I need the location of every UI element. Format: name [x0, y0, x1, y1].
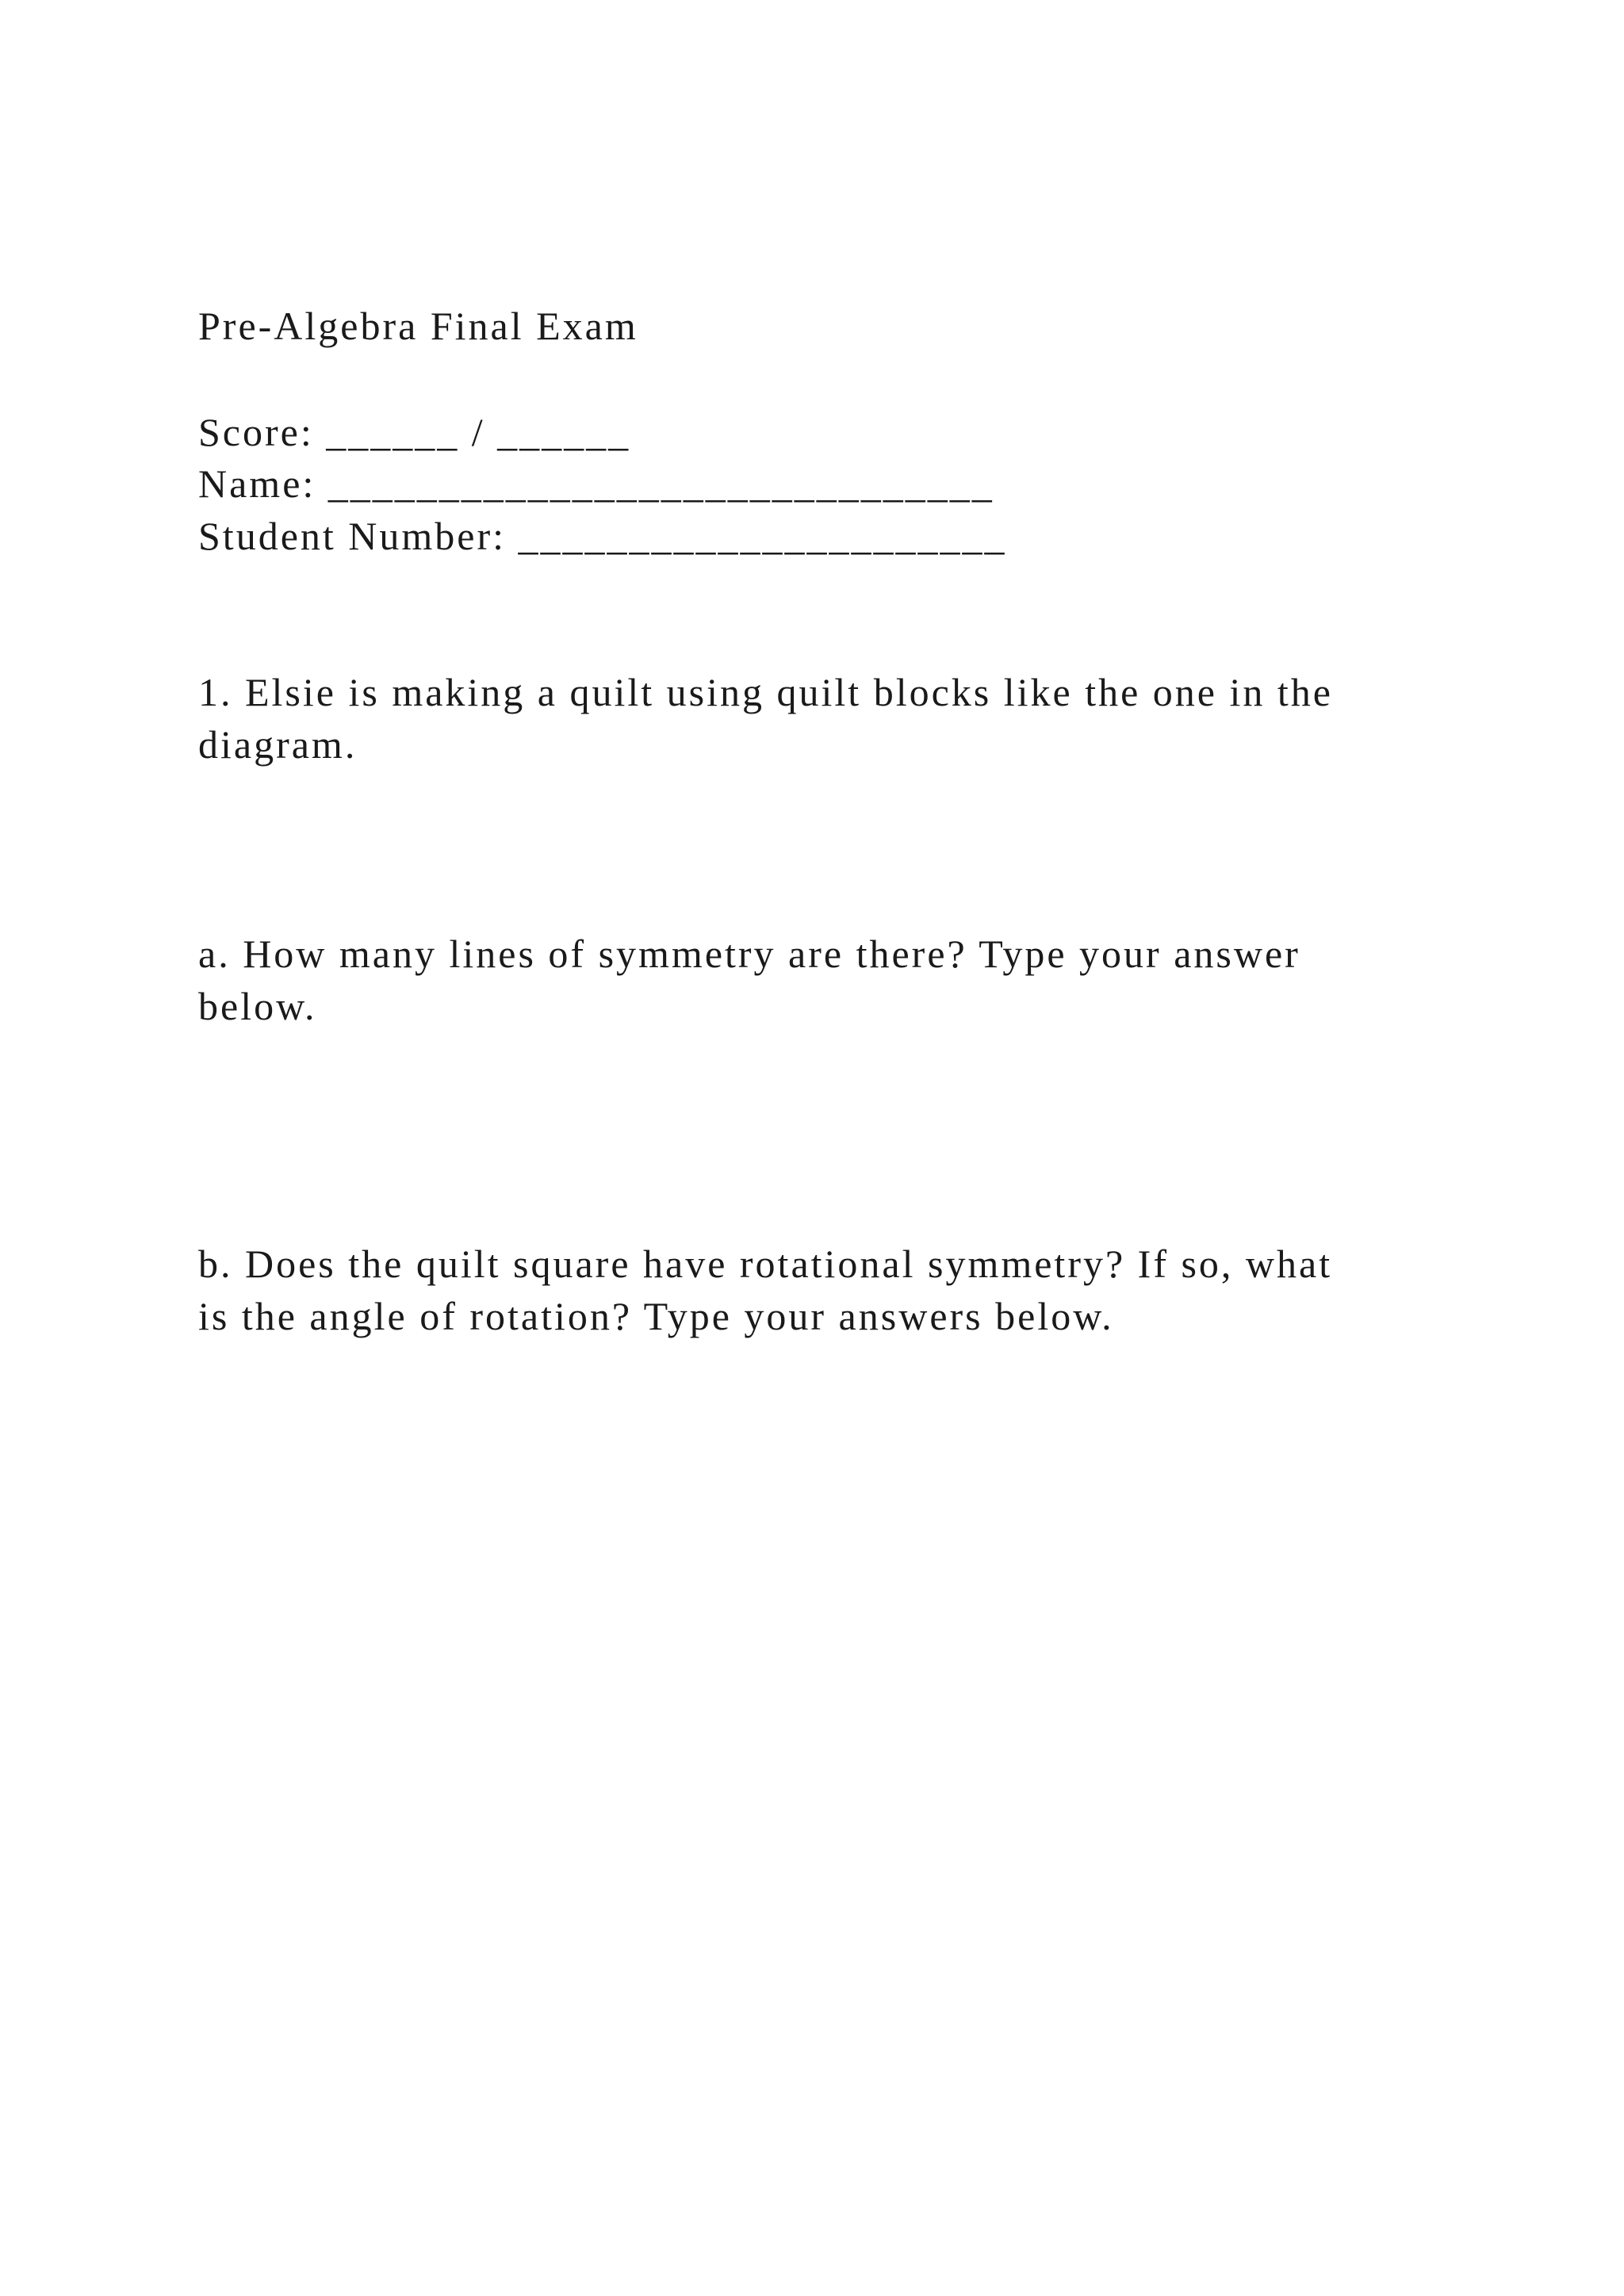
question-1-text-line-2: diagram. — [198, 722, 358, 767]
score-field: Score: ______ / ______ — [198, 410, 631, 454]
student-number-field: Student Number: ______________________ — [198, 514, 1007, 558]
part-a-text-line-2: below. — [198, 984, 317, 1028]
question-1-text-line-1: 1. Elsie is making a quilt using quilt blocks like the one in the — [198, 670, 1333, 714]
document-title: Pre-Algebra Final Exam — [198, 304, 638, 348]
part-a-text-line-1: a. How many lines of symmetry are there? Type your answer — [198, 932, 1300, 976]
part-b-text-line-2: is the angle of rotation? Type your answers below. — [198, 1294, 1114, 1338]
name-field: Name: ______________________________ — [198, 461, 994, 506]
part-b-text-line-1: b. Does the quilt square have rotational symmetry? If so, what — [198, 1242, 1333, 1286]
